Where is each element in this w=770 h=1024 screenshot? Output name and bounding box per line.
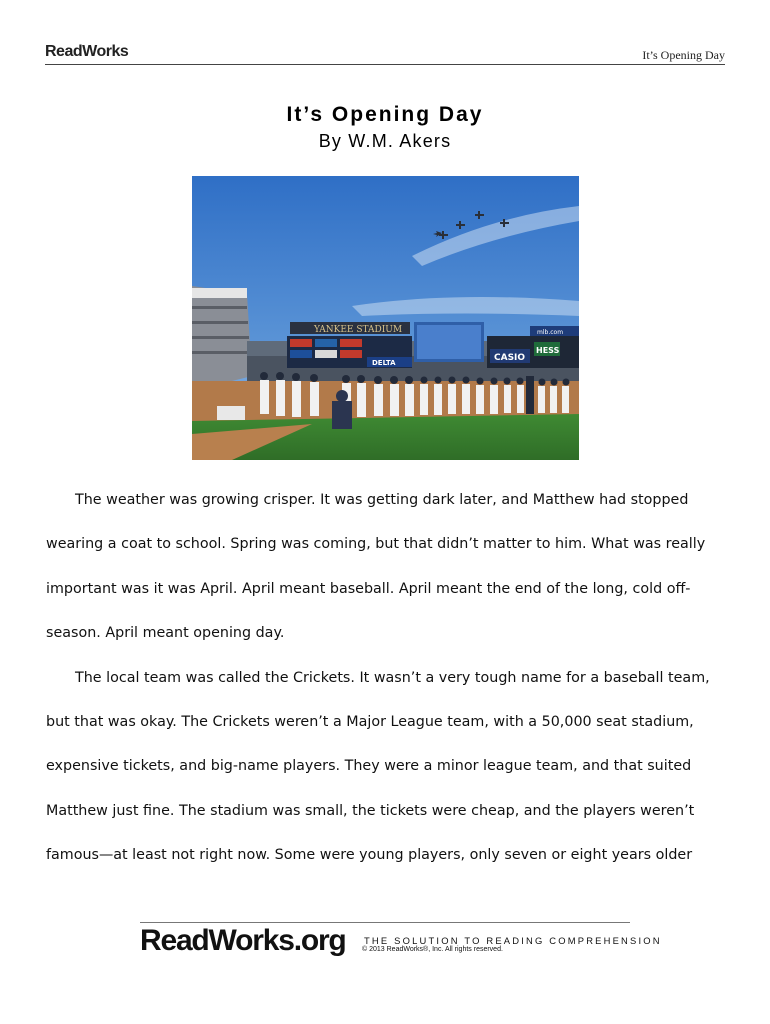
body-line: but that was okay. The Crickets weren’t a Major League team, with a 50,000 seat stadium, xyxy=(46,714,694,731)
footer-logo: ReadWorks.org xyxy=(140,924,346,957)
footer-tagline: THE SOLUTION TO READING COMPREHENSION xyxy=(364,935,662,946)
body-line: famous—at least not right now. Some were young players, only seven or eight years older xyxy=(46,847,693,864)
signage-delta: DELTA xyxy=(372,359,396,367)
footer-copyright: © 2013 ReadWorks®, Inc. All rights reserved. xyxy=(362,946,503,953)
body-line: The local team was called the Crickets. It wasn’t a very tough name for a baseball team, xyxy=(75,669,710,686)
signage-yankee-stadium: YANKEE STADIUM xyxy=(314,325,403,335)
signage-casio: CASIO xyxy=(494,353,526,363)
body-line: season. April meant opening day. xyxy=(46,625,285,642)
header-divider xyxy=(45,64,725,65)
body-line: expensive tickets, and big-name players. They were a minor league team, and that suited xyxy=(46,758,692,775)
body-line: important was it was April. April meant baseball. April meant the end of the long, cold off- xyxy=(46,580,691,597)
article-body xyxy=(46,478,736,878)
article-byline: By W.M. Akers xyxy=(318,131,452,151)
body-line: The weather was growing crisper. It was getting dark later, and Matthew had stopped xyxy=(75,492,689,508)
footer-divider xyxy=(140,922,630,923)
body-line: Matthew just fine. The stadium was small, the tickets were cheap, and the players weren’t xyxy=(46,802,695,819)
header-logo: ReadWorks xyxy=(45,43,129,60)
article-title: It’s Opening Day xyxy=(286,103,484,126)
signage-hess: HESS xyxy=(536,346,560,355)
stadium-photo xyxy=(192,176,579,460)
signage-url: mlb.com xyxy=(537,329,564,336)
running-title: It’s Opening Day xyxy=(642,48,725,62)
body-line: wearing a coat to school. Spring was coming, but that didn’t matter to him. What was really xyxy=(46,536,706,553)
